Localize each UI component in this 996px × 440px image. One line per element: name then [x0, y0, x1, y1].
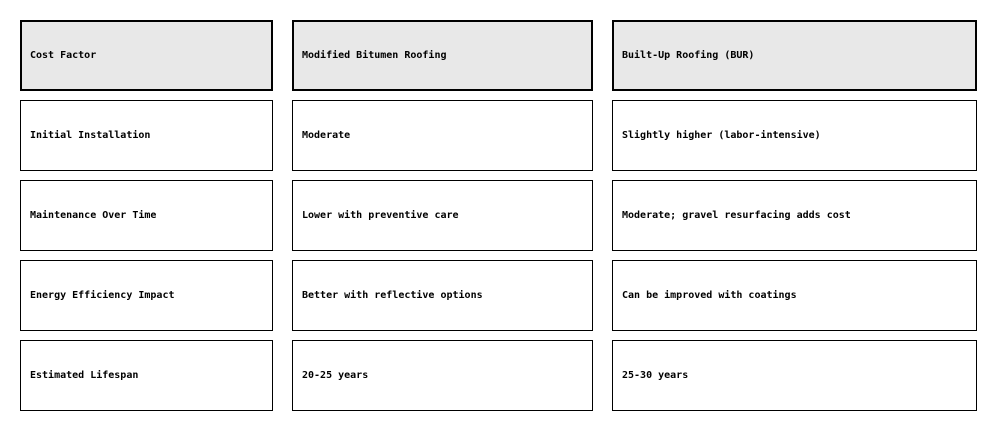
row-maintenance-label: Maintenance Over Time — [20, 180, 273, 251]
row-energy-efficiency-label: Energy Efficiency Impact — [20, 260, 273, 331]
header-built-up-roofing: Built-Up Roofing (BUR) — [612, 20, 977, 91]
row-initial-installation-label: Initial Installation — [20, 100, 273, 171]
header-cost-factor: Cost Factor — [20, 20, 273, 91]
cost-comparison-table — [20, 20, 977, 411]
row-energy-efficiency-bur: Can be improved with coatings — [612, 260, 977, 331]
row-initial-installation-bur: Slightly higher (labor-intensive) — [612, 100, 977, 171]
row-lifespan-bur: 25-30 years — [612, 340, 977, 411]
row-initial-installation-modified-bitumen: Moderate — [292, 100, 593, 171]
row-maintenance-modified-bitumen: Lower with preventive care — [292, 180, 593, 251]
row-energy-efficiency-modified-bitumen: Better with reflective options — [292, 260, 593, 331]
row-lifespan-modified-bitumen: 20-25 years — [292, 340, 593, 411]
header-modified-bitumen: Modified Bitumen Roofing — [292, 20, 593, 91]
row-lifespan-label: Estimated Lifespan — [20, 340, 273, 411]
row-maintenance-bur: Moderate; gravel resurfacing adds cost — [612, 180, 977, 251]
